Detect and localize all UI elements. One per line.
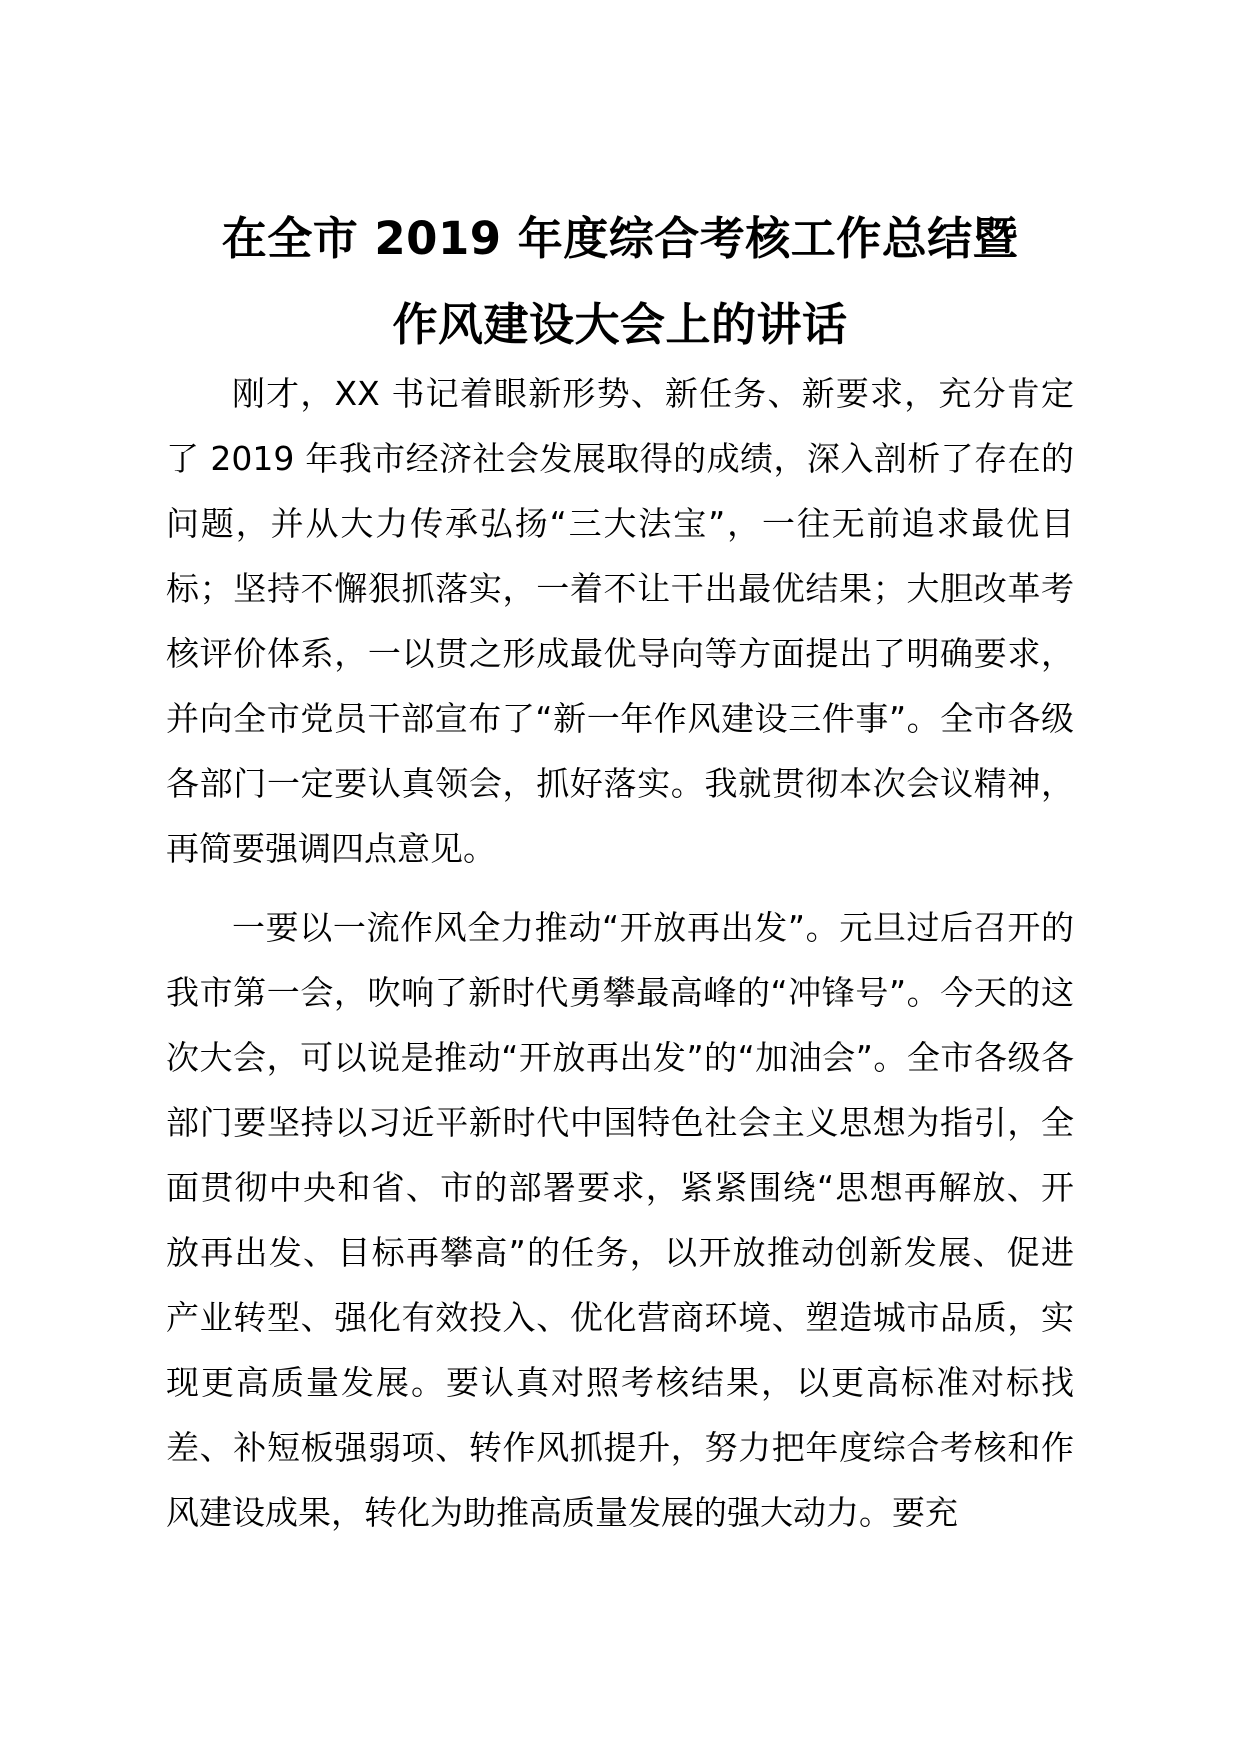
title-line-1: 在全市 2019 年度综合考核工作总结暨 <box>221 212 1019 265</box>
title-line-2: 作风建设大会上的讲话 <box>392 298 848 351</box>
paragraph-point-one: 一要以一流作风全力推动“开放再出发”。元旦过后召开的我市第一会，吹响了新时代勇攀最高峰的“冲锋号”。今天的这次大会，可以说是推动“开放再出发”的“加油会”。全市各级各部门要坚持以习近平新时代中国特色社会主义思想为指引，全面贯彻中央和省、市的部署要求，紧紧围绕“思想再解放、开放再出发、目标再攀高”的任务，以开放推动创新发展、促进产业转型、强化有效投入、优化营商环境、塑造城市品质，实现更高质量发展。要认真对照考核结果，以更高标准对标找差、补短板强弱项、转作风抓提升，努力把年度综合考核和作风建设成果，转化为助推高质量发展的强大动力。要充 <box>166 908 1074 1532</box>
paragraph-opening: 刚才，XX 书记着眼新形势、新任务、新要求，充分肯定了 2019 年我市经济社会发展取得的成绩，深入剖析了存在的问题，并从大力传承弘扬“三大法宝”，一往无前追求最优目标；坚持不懈狠抓落实，一着不让干出最优结果；大胆改革考核评价体系，一以贯之形成最优导向等方面提出了明确要求，并向全市党员干部宣布了“新一年作风建设三件事”。全市各级各部门一定要认真领会，抓好落实。我就贯彻本次会议精神，再简要强调四点意见。 <box>166 374 1074 868</box>
document-body <box>166 361 1074 1545</box>
document-title <box>166 196 1074 368</box>
